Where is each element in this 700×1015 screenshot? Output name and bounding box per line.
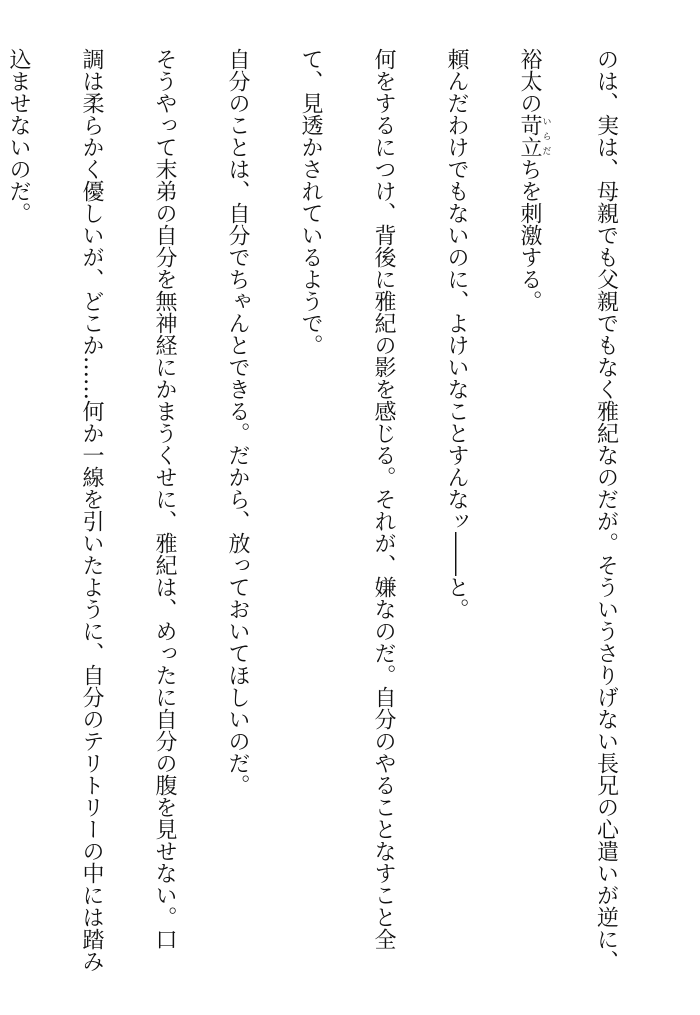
ruby-irada: 苛立いらだ (517, 114, 551, 158)
text-line-6: 自分のことは、自分でちゃんとできる。だから、放っておいてほしいのだ。 (225, 48, 250, 796)
ruby-irada-reading: いらだ (540, 114, 551, 158)
text-line-7: そうやって末弟の自分を無神経にかまうくせに、雅紀は、めったに自分の腹を見せない。口 (152, 48, 177, 950)
text-line-4: 何をするにつけ、背後に雅紀の影を感じる。それが、嫌なのだ。自分のやることなすこと全 (371, 48, 396, 950)
vertical-text-body (0, 48, 660, 983)
text-line-8: 調は柔らかく優しいが、どこか……何か一線を引いたように、自分のテリトリーの中には踏み (79, 48, 104, 972)
text-line-2: 裕太の苛立いらだちを刺激する。 (517, 48, 551, 312)
text-line-5: て、見透かされているようで。 (298, 48, 323, 356)
text-line-9: 込ませないのだ。 (6, 48, 31, 224)
text-line-1: のは、実は、母親でも父親でもなく雅紀なのだが。そういうさりげない長兄の心遣いが逆に、 (593, 48, 619, 972)
text-line-3: 頼んだわけでもないのに、よけいなことすんなッ――と。 (444, 48, 469, 620)
